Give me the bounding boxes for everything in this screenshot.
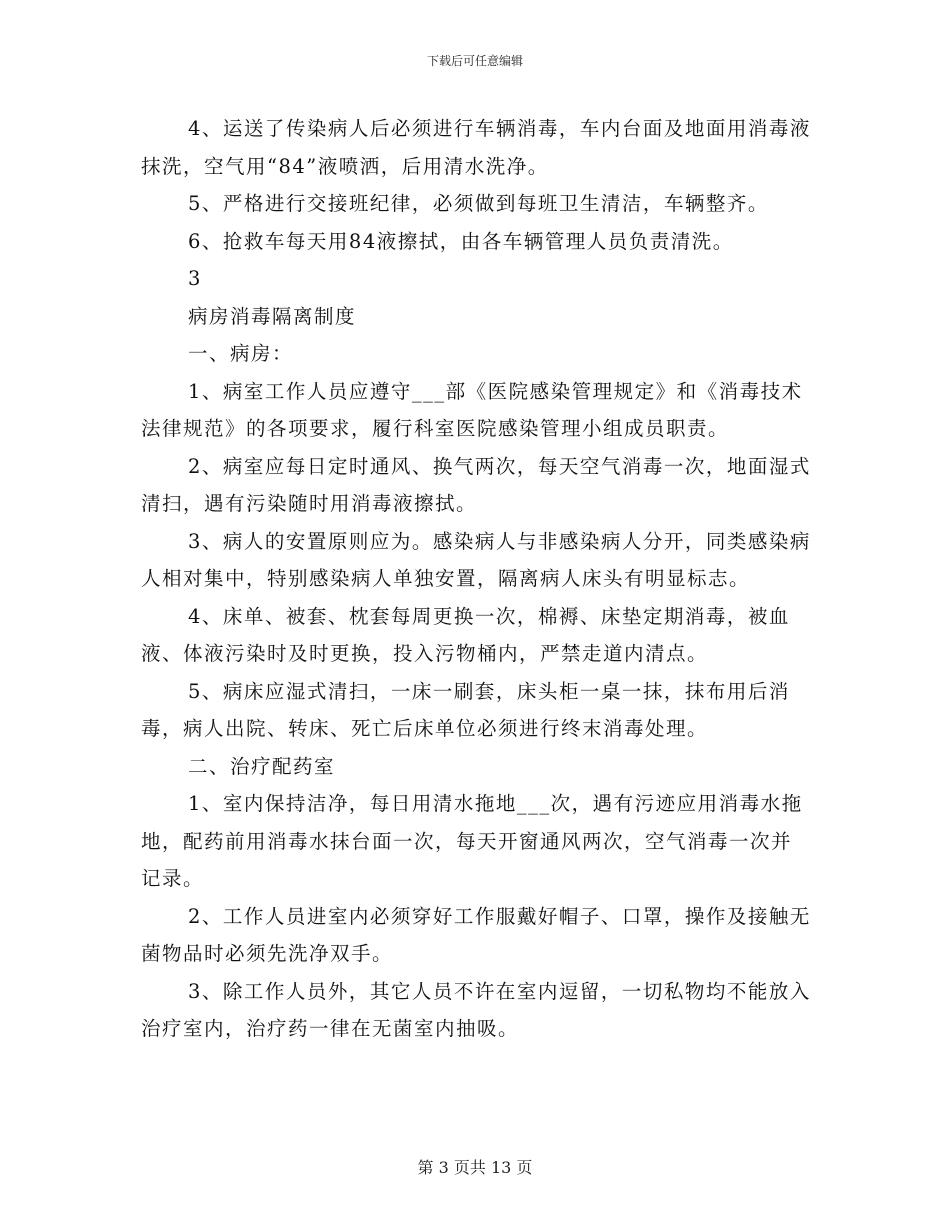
subsection-heading: 一、病房： [188, 342, 294, 365]
paragraph: 4、床单、被套、枕套每周更换一次，棉褥、床垫定期消毒，被血液、体液污染时及时更换，投入污物桶内，严禁走道内清点。 [141, 604, 790, 665]
section-title: 病房消毒隔离制度 [188, 304, 357, 328]
paragraph: 5、病床应湿式清扫，一床一刷套，床头柜一桌一抹，抹布用后消毒，病人出院、转床、死亡后床单位必须进行终末消毒处理。 [141, 679, 790, 740]
paragraph: 6、抢救车每天用84液擦拭，由各车辆管理人员负责清洗。 [188, 229, 734, 253]
paragraph: 1、病室工作人员应遵守___部《医院感染管理规定》和《消毒技术法律规范》的各项要求，履行科室医院感染管理小组成员职责。 [141, 379, 803, 440]
paragraph: 1、室内保持洁净，每日用清水拖地___次，遇有污迹应用消毒水拖地，配药前用消毒水抹台面一次，每天开窗通风两次，空气消毒一次并记录。 [141, 792, 803, 890]
paragraph: 5、严格进行交接班纪律，必须做到每班卫生清洁，车辆整齐。 [188, 192, 769, 215]
paragraph: 3、病人的安置原则应为。感染病人与非感染病人分开，同类感染病人相对集中，特别感染病人单独安置，隔离病人床头有明显标志。 [141, 529, 811, 590]
paragraph: 3、除工作人员外，其它人员不许在室内逗留，一切私物均不能放入治疗室内，治疗药一律在无菌室内抽吸。 [141, 979, 811, 1040]
section-number: 3 [188, 267, 202, 290]
page-header: 下载后可任意编辑 [426, 54, 523, 68]
paragraph: 2、病室应每日定时通风、换气两次，每天空气消毒一次，地面湿式清扫，遇有污染随时用消毒液擦拭。 [141, 454, 811, 515]
page-footer: 第 3 页共 13 页 [417, 1158, 533, 1177]
subsection-heading: 二、治疗配药室 [188, 754, 336, 778]
document-body [141, 110, 811, 1048]
paragraph: 4、运送了传染病人后必须进行车辆消毒，车内台面及地面用消毒液抹洗，空气用“84”液喷洒，后用清水洗净。 [141, 117, 811, 178]
paragraph: 2、工作人员进室内必须穿好工作服戴好帽子、口罩，操作及接触无菌物品时必须先洗净双手。 [141, 904, 811, 965]
